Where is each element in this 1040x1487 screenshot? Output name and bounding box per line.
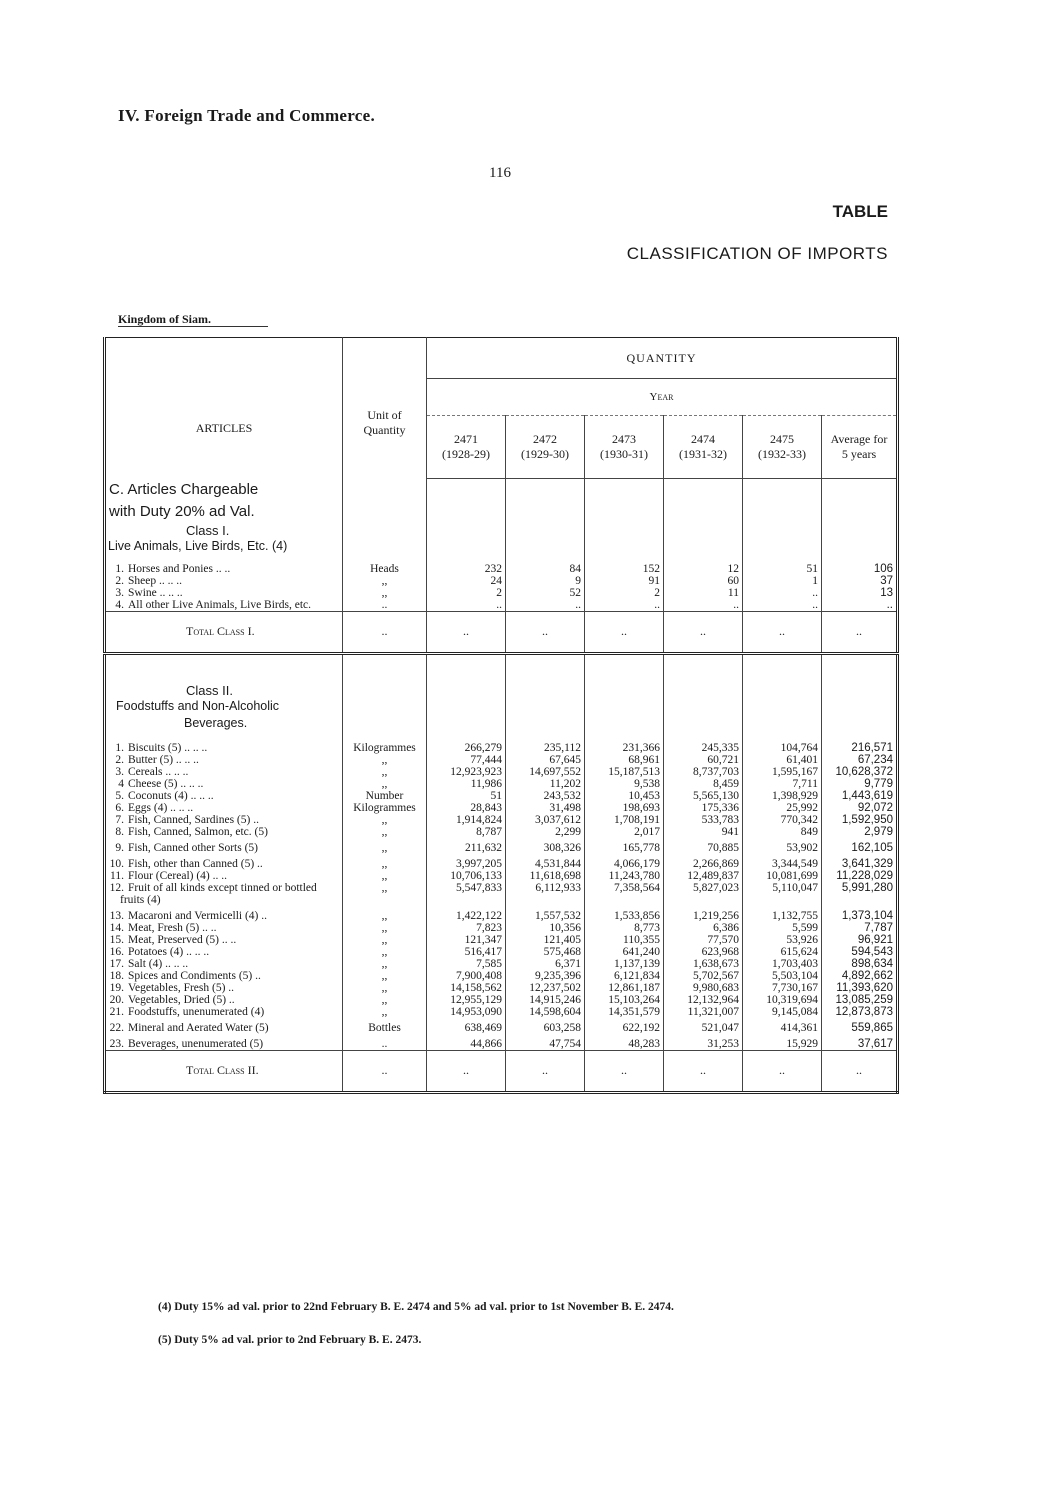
articles-header: ARTICLES — [195, 420, 253, 435]
article-name: 1. Biscuits (5) .. .. .. — [115, 741, 208, 754]
average-cell: 2,979 — [822, 826, 898, 838]
quantity-cell: 77,444 — [427, 754, 506, 766]
average-cell: 9,779 — [822, 778, 898, 790]
section-title: C. Articles Chargeable with Duty 20% ad Val. — [109, 480, 259, 520]
average-cell: 13 — [822, 587, 898, 599]
quantity-cell: 6,386 — [664, 922, 743, 934]
average-cell: 162,105 — [822, 838, 898, 854]
quantity-cell: 10,356 — [506, 922, 585, 934]
average-cell: 67,234 — [822, 754, 898, 766]
total-cell: .. — [343, 611, 427, 653]
section-heading: IV. Foreign Trade and Commerce. — [118, 106, 376, 125]
quantity-cell: 1,398,929 — [743, 790, 822, 802]
quantity-cell: 70,885 — [664, 838, 743, 854]
article-name: 2. Sheep .. .. .. — [115, 574, 182, 587]
quantity-cell: 5,827,023 — [664, 882, 743, 906]
average-cell: 1,592,950 — [822, 814, 898, 826]
quantity-cell: 6,112,933 — [506, 882, 585, 906]
quantity-cell: 12,132,964 — [664, 994, 743, 1006]
unit-cell: ,, — [343, 778, 427, 790]
unit-cell: ,, — [343, 854, 427, 870]
table-row — [105, 958, 898, 970]
article-name: 13. Macaroni and Vermicelli (4) .. — [109, 909, 268, 922]
year-column-header: 2475 (1932-33) — [743, 416, 822, 479]
article-name: 17. Salt (4) .. .. .. — [109, 957, 189, 970]
quantity-cell: 14,351,579 — [585, 1006, 664, 1018]
unit-cell: ,, — [343, 994, 427, 1006]
quantity-cell: 516,417 — [427, 946, 506, 958]
quantity-cell: .. — [427, 599, 506, 612]
quantity-cell: 31,253 — [664, 1034, 743, 1051]
quantity-cell: 10,081,699 — [743, 870, 822, 882]
quantity-cell: 11,321,007 — [664, 1006, 743, 1018]
table-row — [105, 870, 898, 882]
article-name: 10. Fish, other than Canned (5) .. — [109, 857, 263, 870]
unit-cell: ,, — [343, 882, 427, 906]
quantity-cell: 1,132,755 — [743, 906, 822, 922]
quantity-cell: 7,711 — [743, 778, 822, 790]
total-row — [105, 611, 898, 653]
quantity-cell: 47,754 — [506, 1034, 585, 1051]
quantity-cell: 12,923,923 — [427, 766, 506, 778]
table-row — [105, 802, 898, 814]
average-cell: 1,443,619 — [822, 790, 898, 802]
table-row — [105, 742, 898, 754]
quantity-cell: 623,968 — [664, 946, 743, 958]
unit-cell: ,, — [343, 754, 427, 766]
quantity-cell: 11,986 — [427, 778, 506, 790]
quantity-cell: 51 — [427, 790, 506, 802]
article-name: 3. Cereals .. .. .. — [115, 765, 189, 778]
quantity-cell: 8,737,703 — [664, 766, 743, 778]
quantity-cell: 2 — [585, 587, 664, 599]
unit-header: Unit of Quantity — [343, 338, 427, 479]
quantity-cell: 2,017 — [585, 826, 664, 838]
quantity-cell: 7,358,564 — [585, 882, 664, 906]
table-row — [105, 946, 898, 958]
average-cell: 106 — [822, 563, 898, 575]
average-cell: 13,085,259 — [822, 994, 898, 1006]
quantity-cell: 1,137,139 — [585, 958, 664, 970]
unit-cell: Number — [343, 790, 427, 802]
quantity-cell: 245,335 — [664, 742, 743, 754]
quantity-cell: 12,861,187 — [585, 982, 664, 994]
quantity-cell: 4,531,844 — [506, 854, 585, 870]
quantity-cell: 1,422,122 — [427, 906, 506, 922]
quantity-cell: 53,902 — [743, 838, 822, 854]
quantity-cell: 7,730,167 — [743, 982, 822, 994]
table-title: CLASSIFICATION OF IMPORTS — [626, 244, 888, 263]
average-cell: 216,571 — [822, 742, 898, 754]
table-row — [105, 766, 898, 778]
average-cell: 11,393,620 — [822, 982, 898, 994]
quantity-cell: 12,237,502 — [506, 982, 585, 994]
quantity-cell: 231,366 — [585, 742, 664, 754]
quantity-cell: 60 — [664, 575, 743, 587]
table-label: TABLE — [832, 202, 888, 221]
quantity-cell: 8,773 — [585, 922, 664, 934]
class-title: Class I. — [186, 522, 230, 538]
unit-cell: ,, — [343, 922, 427, 934]
article-name: 6. Eggs (4) .. .. .. — [115, 801, 194, 814]
quantity-cell: 152 — [585, 563, 664, 575]
article-name: 22. Mineral and Aerated Water (5) — [109, 1021, 269, 1034]
quantity-cell: 11,202 — [506, 778, 585, 790]
quantity-cell: 11 — [664, 587, 743, 599]
quantity-cell: 91 — [585, 575, 664, 587]
table-row — [105, 882, 898, 906]
imports-table — [103, 337, 899, 1094]
average-cell: 594,543 — [822, 946, 898, 958]
table-row — [105, 970, 898, 982]
total-label: Total Class I. — [105, 611, 343, 653]
article-name: 7. Fish, Canned, Sardines (5) .. — [115, 813, 259, 826]
quantity-cell: 8,459 — [664, 778, 743, 790]
article-name: 21. Foodstuffs, unenumerated (4) — [109, 1005, 265, 1018]
quantity-cell: 1,703,403 — [743, 958, 822, 970]
quantity-cell: 28,843 — [427, 802, 506, 814]
quantity-cell: 308,326 — [506, 838, 585, 854]
quantity-cell: 5,547,833 — [427, 882, 506, 906]
average-cell: 11,228,029 — [822, 870, 898, 882]
article-name: 1. Horses and Ponies .. .. — [115, 562, 231, 575]
quantity-cell: 414,361 — [743, 1018, 822, 1034]
quantity-cell: 12 — [664, 563, 743, 575]
average-cell: 559,865 — [822, 1018, 898, 1034]
total-cell: .. — [585, 611, 664, 653]
average-cell: 12,873,873 — [822, 1006, 898, 1018]
total-cell: .. — [664, 611, 743, 653]
quantity-cell: 14,915,246 — [506, 994, 585, 1006]
quantity-cell: 235,112 — [506, 742, 585, 754]
unit-cell: ,, — [343, 587, 427, 599]
article-name: 4. All other Live Animals, Live Birds, etc. — [115, 598, 312, 611]
table-row — [105, 906, 898, 922]
table-row — [105, 1034, 898, 1051]
quantity-cell: 4,066,179 — [585, 854, 664, 870]
footnote: (4) Duty 15% ad val. prior to 22nd February B. E. 2474 and 5% ad val. prior to 1st November B. E. 2474. — [158, 1301, 674, 1313]
quantity-cell: 53,926 — [743, 934, 822, 946]
quantity-cell: 15,103,264 — [585, 994, 664, 1006]
table-row — [105, 790, 898, 802]
quantity-cell: 2,266,869 — [664, 854, 743, 870]
table-row — [105, 1006, 898, 1018]
quantity-cell: 5,110,047 — [743, 882, 822, 906]
article-name: 23. Beverages, unenumerated (5) — [109, 1037, 264, 1050]
quantity-cell: 1,638,673 — [664, 958, 743, 970]
quantity-cell: 211,632 — [427, 838, 506, 854]
footnote: (5) Duty 5% ad val. prior to 2nd February B. E. 2473. — [158, 1334, 422, 1346]
article-name: 11. Flour (Cereal) (4) .. .. — [110, 869, 227, 882]
average-cell: 92,072 — [822, 802, 898, 814]
quantity-cell: 12,955,129 — [427, 994, 506, 1006]
quantity-cell: 24 — [427, 575, 506, 587]
average-cell: 3,641,329 — [822, 854, 898, 870]
quantity-cell: 7,585 — [427, 958, 506, 970]
total-cell: .. — [664, 1050, 743, 1092]
year-column-header: 2471 (1928-29) — [427, 416, 506, 479]
quantity-cell: 15,187,513 — [585, 766, 664, 778]
quantity-cell: 5,565,130 — [664, 790, 743, 802]
total-cell: .. — [427, 1050, 506, 1092]
total-cell: .. — [585, 1050, 664, 1092]
quantity-cell: 11,243,780 — [585, 870, 664, 882]
total-cell: .. — [343, 1050, 427, 1092]
quantity-cell: 1,219,256 — [664, 906, 743, 922]
average-cell: 1,373,104 — [822, 906, 898, 922]
quantity-cell: 1,595,167 — [743, 766, 822, 778]
quantity-cell: 1 — [743, 575, 822, 587]
article-name: 16. Potatoes (4) .. .. .. — [109, 945, 210, 958]
quantity-cell: .. — [743, 587, 822, 599]
table-row — [105, 778, 898, 790]
unit-cell: ,, — [343, 1006, 427, 1018]
quantity-cell: 14,953,090 — [427, 1006, 506, 1018]
quantity-cell: 77,570 — [664, 934, 743, 946]
quantity-cell: 165,778 — [585, 838, 664, 854]
quantity-cell: 10,319,694 — [743, 994, 822, 1006]
quantity-cell: 68,961 — [585, 754, 664, 766]
quantity-cell: 9,145,084 — [743, 1006, 822, 1018]
unit-cell: Kilogrammes — [343, 742, 427, 754]
year-header: Year — [427, 379, 898, 416]
quantity-cell: 266,279 — [427, 742, 506, 754]
quantity-cell: 638,469 — [427, 1018, 506, 1034]
total-row — [105, 1050, 898, 1092]
article-name: 4 Cheese (5) .. .. .. — [118, 777, 204, 790]
region-underline — [118, 326, 268, 327]
total-cell: .. — [822, 1050, 898, 1092]
table-row — [105, 922, 898, 934]
unit-cell: ,, — [343, 814, 427, 826]
total-cell: .. — [743, 611, 822, 653]
quantity-cell: 44,866 — [427, 1034, 506, 1051]
quantity-cell: 5,599 — [743, 922, 822, 934]
unit-cell: Heads — [343, 563, 427, 575]
quantity-cell: 641,240 — [585, 946, 664, 958]
quantity-cell: 3,997,205 — [427, 854, 506, 870]
quantity-cell: 10,453 — [585, 790, 664, 802]
quantity-cell: 6,121,834 — [585, 970, 664, 982]
article-name: 18. Spices and Condiments (5) .. — [109, 969, 261, 982]
table-row — [105, 754, 898, 766]
quantity-cell: 3,037,612 — [506, 814, 585, 826]
average-cell: 37 — [822, 575, 898, 587]
unit-cell: ,, — [343, 958, 427, 970]
page-number: 116 — [489, 165, 511, 181]
unit-cell: ,, — [343, 982, 427, 994]
quantity-cell: 5,503,104 — [743, 970, 822, 982]
table-row — [105, 994, 898, 1006]
year-column-header: 2474 (1931-32) — [664, 416, 743, 479]
article-name: 8. Fish, Canned, Salmon, etc. (5) — [115, 825, 268, 838]
article-name: 20. Vegetables, Dried (5) .. — [109, 993, 235, 1006]
class-title: Class II. — [186, 682, 233, 698]
article-name: 15. Meat, Preserved (5) .. .. — [109, 933, 237, 946]
article-name: 2. Butter (5) .. .. .. — [115, 753, 199, 766]
average-cell: 4,892,662 — [822, 970, 898, 982]
article-name: 3. Swine .. .. .. — [115, 586, 183, 599]
quantity-cell: 84 — [506, 563, 585, 575]
quantity-cell: 622,192 — [585, 1018, 664, 1034]
unit-cell: ,, — [343, 946, 427, 958]
average-cell: 7,787 — [822, 922, 898, 934]
quantity-cell: 61,401 — [743, 754, 822, 766]
article-name: 14. Meat, Fresh (5) .. .. — [109, 921, 217, 934]
quantity-cell: 575,468 — [506, 946, 585, 958]
year-column-header: 2473 (1930-31) — [585, 416, 664, 479]
quantity-cell: 1,557,532 — [506, 906, 585, 922]
quantity-cell: 1,708,191 — [585, 814, 664, 826]
quantity-cell: 9 — [506, 575, 585, 587]
article-name: 9. Fish, Canned other Sorts (5) — [115, 841, 259, 854]
quantity-header: QUANTITY — [427, 338, 898, 379]
quantity-cell: 8,787 — [427, 826, 506, 838]
quantity-cell: 104,764 — [743, 742, 822, 754]
quantity-cell: 67,645 — [506, 754, 585, 766]
quantity-cell: 52 — [506, 587, 585, 599]
quantity-cell: 615,624 — [743, 946, 822, 958]
class-subtitle: Live Animals, Live Birds, Etc. (4) — [108, 538, 288, 553]
article-name: 19. Vegetables, Fresh (5) .. — [109, 981, 235, 994]
table-row — [105, 599, 898, 612]
average-cell: 5,991,280 — [822, 882, 898, 906]
quantity-cell: 1,533,856 — [585, 906, 664, 922]
average-cell: 96,921 — [822, 934, 898, 946]
quantity-cell: 6,371 — [506, 958, 585, 970]
unit-cell: .. — [343, 1034, 427, 1051]
unit-cell: ,, — [343, 870, 427, 882]
quantity-cell: 198,693 — [585, 802, 664, 814]
quantity-cell: .. — [664, 599, 743, 612]
quantity-cell: 2,299 — [506, 826, 585, 838]
table-row — [105, 563, 898, 575]
class-subtitle: Foodstuffs and Non-Alcoholic Beverages. — [116, 698, 280, 730]
average-column-header: Average for 5 years — [822, 416, 898, 479]
region-label: Kingdom of Siam. — [118, 312, 212, 326]
total-cell: .. — [506, 1050, 585, 1092]
quantity-cell: 9,980,683 — [664, 982, 743, 994]
quantity-cell: 7,823 — [427, 922, 506, 934]
quantity-cell: 3,344,549 — [743, 854, 822, 870]
quantity-cell: 521,047 — [664, 1018, 743, 1034]
average-cell: 37,617 — [822, 1034, 898, 1051]
quantity-cell: 121,347 — [427, 934, 506, 946]
quantity-cell: 9,235,396 — [506, 970, 585, 982]
quantity-cell: .. — [585, 599, 664, 612]
quantity-cell: 14,158,562 — [427, 982, 506, 994]
year-column-header: 2472 (1929-30) — [506, 416, 585, 479]
unit-cell: ,, — [343, 970, 427, 982]
quantity-cell: 1,914,824 — [427, 814, 506, 826]
average-cell: .. — [822, 599, 898, 612]
table-row — [105, 934, 898, 946]
quantity-cell: 25,992 — [743, 802, 822, 814]
quantity-cell: 941 — [664, 826, 743, 838]
quantity-cell: 10,706,133 — [427, 870, 506, 882]
quantity-cell: 12,489,837 — [664, 870, 743, 882]
table-row — [105, 1018, 898, 1034]
quantity-cell: 9,538 — [585, 778, 664, 790]
table-row — [105, 575, 898, 587]
table-row — [105, 982, 898, 994]
table-row — [105, 587, 898, 599]
quantity-cell: 5,702,567 — [664, 970, 743, 982]
quantity-cell: 110,355 — [585, 934, 664, 946]
quantity-cell: 770,342 — [743, 814, 822, 826]
unit-cell: ,, — [343, 838, 427, 854]
quantity-cell: 14,697,552 — [506, 766, 585, 778]
quantity-cell: 51 — [743, 563, 822, 575]
quantity-cell: 11,618,698 — [506, 870, 585, 882]
quantity-cell: 533,783 — [664, 814, 743, 826]
article-name: 5. Coconuts (4) .. .. .. — [115, 789, 214, 802]
table-row — [105, 854, 898, 870]
unit-cell: .. — [343, 599, 427, 612]
quantity-cell: 849 — [743, 826, 822, 838]
table-row — [105, 826, 898, 838]
total-label: Total Class II. — [105, 1050, 343, 1092]
quantity-cell: 15,929 — [743, 1034, 822, 1051]
quantity-cell: 243,532 — [506, 790, 585, 802]
unit-cell: Kilogrammes — [343, 802, 427, 814]
total-cell: .. — [427, 611, 506, 653]
quantity-cell: .. — [743, 599, 822, 612]
quantity-cell: 121,405 — [506, 934, 585, 946]
quantity-cell: 60,721 — [664, 754, 743, 766]
quantity-cell: 2 — [427, 587, 506, 599]
quantity-cell: 48,283 — [585, 1034, 664, 1051]
table-row — [105, 814, 898, 826]
unit-cell: ,, — [343, 575, 427, 587]
quantity-cell: 7,900,408 — [427, 970, 506, 982]
unit-cell: ,, — [343, 934, 427, 946]
article-name: 12. Fruit of all kinds except tinned or bottled fruits (4) — [109, 881, 317, 906]
table-row — [105, 838, 898, 854]
average-cell: 10,628,372 — [822, 766, 898, 778]
quantity-cell: 603,258 — [506, 1018, 585, 1034]
total-cell: .. — [743, 1050, 822, 1092]
total-cell: .. — [506, 611, 585, 653]
unit-cell: ,, — [343, 906, 427, 922]
quantity-cell: 14,598,604 — [506, 1006, 585, 1018]
quantity-cell: .. — [506, 599, 585, 612]
unit-cell: ,, — [343, 826, 427, 838]
unit-cell: ,, — [343, 766, 427, 778]
quantity-cell: 175,336 — [664, 802, 743, 814]
quantity-cell: 232 — [427, 563, 506, 575]
total-cell: .. — [822, 611, 898, 653]
quantity-cell: 31,498 — [506, 802, 585, 814]
unit-cell: Bottles — [343, 1018, 427, 1034]
average-cell: 898,634 — [822, 958, 898, 970]
